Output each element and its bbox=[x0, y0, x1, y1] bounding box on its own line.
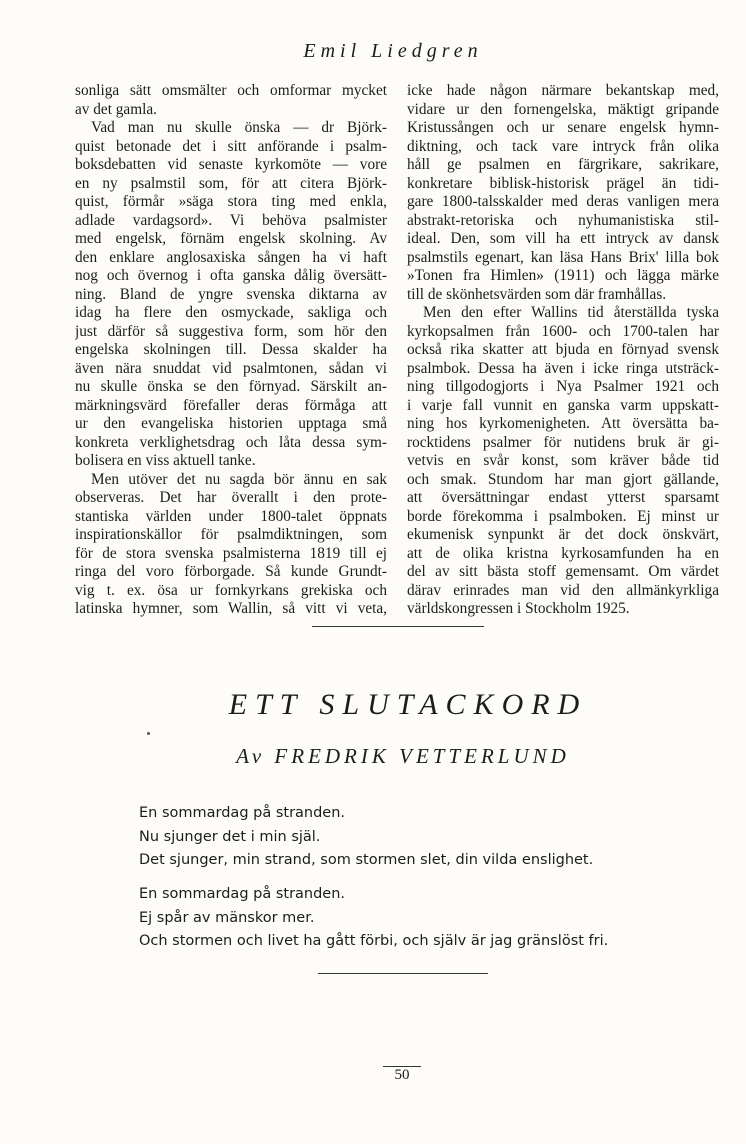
text-line: engelska skolningen till. Dessa skalder ha bbox=[75, 341, 387, 358]
right-column bbox=[407, 82, 719, 619]
poem-stanza-1 bbox=[139, 802, 593, 873]
text-line: diktning, och tack vare intryck från olika bbox=[407, 137, 719, 155]
text-line: psalmstils egenart, kan läsa Hans Brix' lilla bok bbox=[407, 248, 719, 266]
text-line: en ny psalmstil som, för att citera Björk- bbox=[75, 174, 387, 192]
text-line: adlade vardagsord». Vi behöva psalmister bbox=[75, 211, 387, 229]
poem-author: Av FREDRIK VETTERLUND bbox=[236, 744, 570, 768]
text-line: den enklare anglosaxiska sången ha vi haft bbox=[75, 248, 387, 266]
poem-title: ETT SLUTACKORD bbox=[228, 688, 588, 721]
text-line: och smak. Stundom har man gjort gällande, bbox=[407, 470, 719, 488]
poem-verse: Nu sjunger det i min själ. bbox=[139, 828, 321, 845]
poem-verse: Ej spår av mänskor mer. bbox=[139, 909, 315, 926]
text-line: Men den efter Wallins tid återställda tyska bbox=[423, 304, 719, 321]
text-line: med engelsk, förnäm engelsk skolning. Av bbox=[75, 230, 387, 247]
text-line: Kristussången och ur senare engelsk hymn- bbox=[407, 119, 719, 136]
poem-verse: Och stormen och livet ha gått förbi, och själv är jag gränslöst fri. bbox=[139, 933, 609, 949]
text-line: märkningsvärd förefaller deras förmåga att bbox=[75, 396, 387, 414]
text-line: stantiska världen under 1800-talet öppnats bbox=[75, 507, 387, 525]
text-line: sonliga sätt omsmälter och omformar mycket bbox=[75, 82, 387, 99]
text-line: psalmbok. Dessa ha även i icke ringa utsträck- bbox=[407, 359, 719, 377]
text-line: borde förekomma i psalmboken. Ej minst ur bbox=[407, 507, 719, 525]
text-line: konkretare biblisk-historisk prägel än tidi- bbox=[407, 174, 719, 192]
text-line: abstrakt-retoriska och nyhumanistiska stil- bbox=[407, 211, 719, 229]
text-line: därav erinrades man vid den allmänkyrkliga bbox=[407, 581, 719, 599]
text-line: »Tonen fra Himlen» (1911) och lägga märke bbox=[407, 267, 719, 284]
poem-verse: Det sjunger, min strand, som stormen slet, din vilda enslighet. bbox=[139, 852, 594, 868]
text-line: vig t. ex. ösa ur fornkyrkans grekiska och bbox=[75, 581, 387, 599]
text-line: konkreta verklighetsdrag och låta dessa sym- bbox=[75, 433, 387, 451]
poem-verse: En sommardag på stranden. bbox=[139, 886, 346, 902]
text-line: bolisera en viss aktuell tanke. bbox=[75, 452, 256, 469]
text-line: quist, förmår »säga stora ting med enkla, bbox=[75, 193, 387, 210]
text-line: latinska hymner, som Wallin, så vitt vi veta, bbox=[75, 600, 387, 617]
text-line: inspirationskällor för psalmdiktningen, som bbox=[75, 526, 387, 543]
text-line: icke hade någon närmare bekantskap med, bbox=[407, 82, 719, 99]
text-line: att översättningar endast ytterst sparsamt bbox=[407, 489, 719, 506]
text-line: del av sitt bästa stoff gemensamt. Om värdet bbox=[407, 563, 719, 580]
text-line: just därför så suggestiva form, som hör den bbox=[75, 322, 387, 340]
page-number: 50 bbox=[394, 1067, 410, 1083]
text-line: ekumenisk synpunkt är det dock önskvärt, bbox=[407, 526, 719, 543]
text-line: quist betonade det i sitt anförande i psalm- bbox=[75, 137, 387, 155]
text-line: rocktidens psalmer för nutidens bruk är gi- bbox=[407, 433, 719, 451]
print-speck bbox=[147, 732, 150, 735]
text-line: världskongressen i Stockholm 1925. bbox=[407, 600, 630, 617]
text-line: Vad man nu skulle önska — dr Björk- bbox=[91, 119, 387, 136]
text-line: ning. Bland de yngre svenska diktarna av bbox=[75, 285, 387, 303]
text-line: att de olika kristna kyrkosamfunden ha en bbox=[407, 544, 719, 562]
text-line: observeras. Det har överallt i den prote- bbox=[75, 489, 387, 506]
text-line: håll ge psalmen en färgrikare, sakrikare, bbox=[407, 156, 719, 173]
section-divider bbox=[312, 626, 484, 627]
text-line: för de stora svenska psalmisterna 1819 till ej bbox=[75, 544, 387, 562]
text-line: ur den evangeliska historien upptaga små bbox=[75, 415, 387, 432]
text-line: ning hos kyrkomenigheten. Att översätta ba- bbox=[407, 415, 719, 432]
text-line: ideal. Den, som vill ha ett intryck av dansk bbox=[407, 230, 719, 247]
running-head: Emil Liedgren bbox=[303, 40, 483, 62]
text-line: vidare ur den fornengelska, mäktigt gripande bbox=[407, 100, 719, 118]
text-line: också rika skatter att bjuda en förnyad svensk bbox=[407, 341, 719, 358]
text-line: ringa del voro förborgade. Så kunde Grundt- bbox=[75, 563, 387, 580]
text-line: ning tillgodogjorts i Nya Psalmer 1921 och bbox=[407, 378, 719, 395]
text-line: vetvis en svår konst, som kräver både tid bbox=[407, 452, 719, 469]
left-column bbox=[75, 82, 387, 619]
text-line: nog och övernog i ofta ganska dålig översätt- bbox=[75, 267, 387, 284]
text-line: gare 1800-talsskalder med deras vanligen mera bbox=[407, 193, 719, 210]
text-line: även nära snuddat vid psalmtonen, sådan vi bbox=[75, 359, 387, 377]
poem-end-divider bbox=[318, 973, 488, 974]
text-line: kyrkopsalmen från 1600- och 1700-talen har bbox=[407, 322, 719, 340]
text-line: Men utöver det nu sagda bör ännu en sak bbox=[91, 470, 387, 488]
poem-stanza-2 bbox=[139, 883, 608, 954]
text-line: boksdebatten vid senaste kyrkomöte — vore bbox=[75, 156, 387, 173]
text-line: idag ha flere den osmyckade, sakliga och bbox=[75, 304, 387, 321]
text-line: till de skönhetsvärden som där framhållas. bbox=[407, 285, 667, 303]
poem-verse: En sommardag på stranden. bbox=[139, 805, 346, 821]
text-line: i varje fall vunnit en ganska varm uppskatt- bbox=[407, 396, 719, 414]
text-line: nu skulle önska se den förnyad. Särskilt an- bbox=[75, 378, 387, 395]
text-line: av det gamla. bbox=[75, 100, 157, 118]
